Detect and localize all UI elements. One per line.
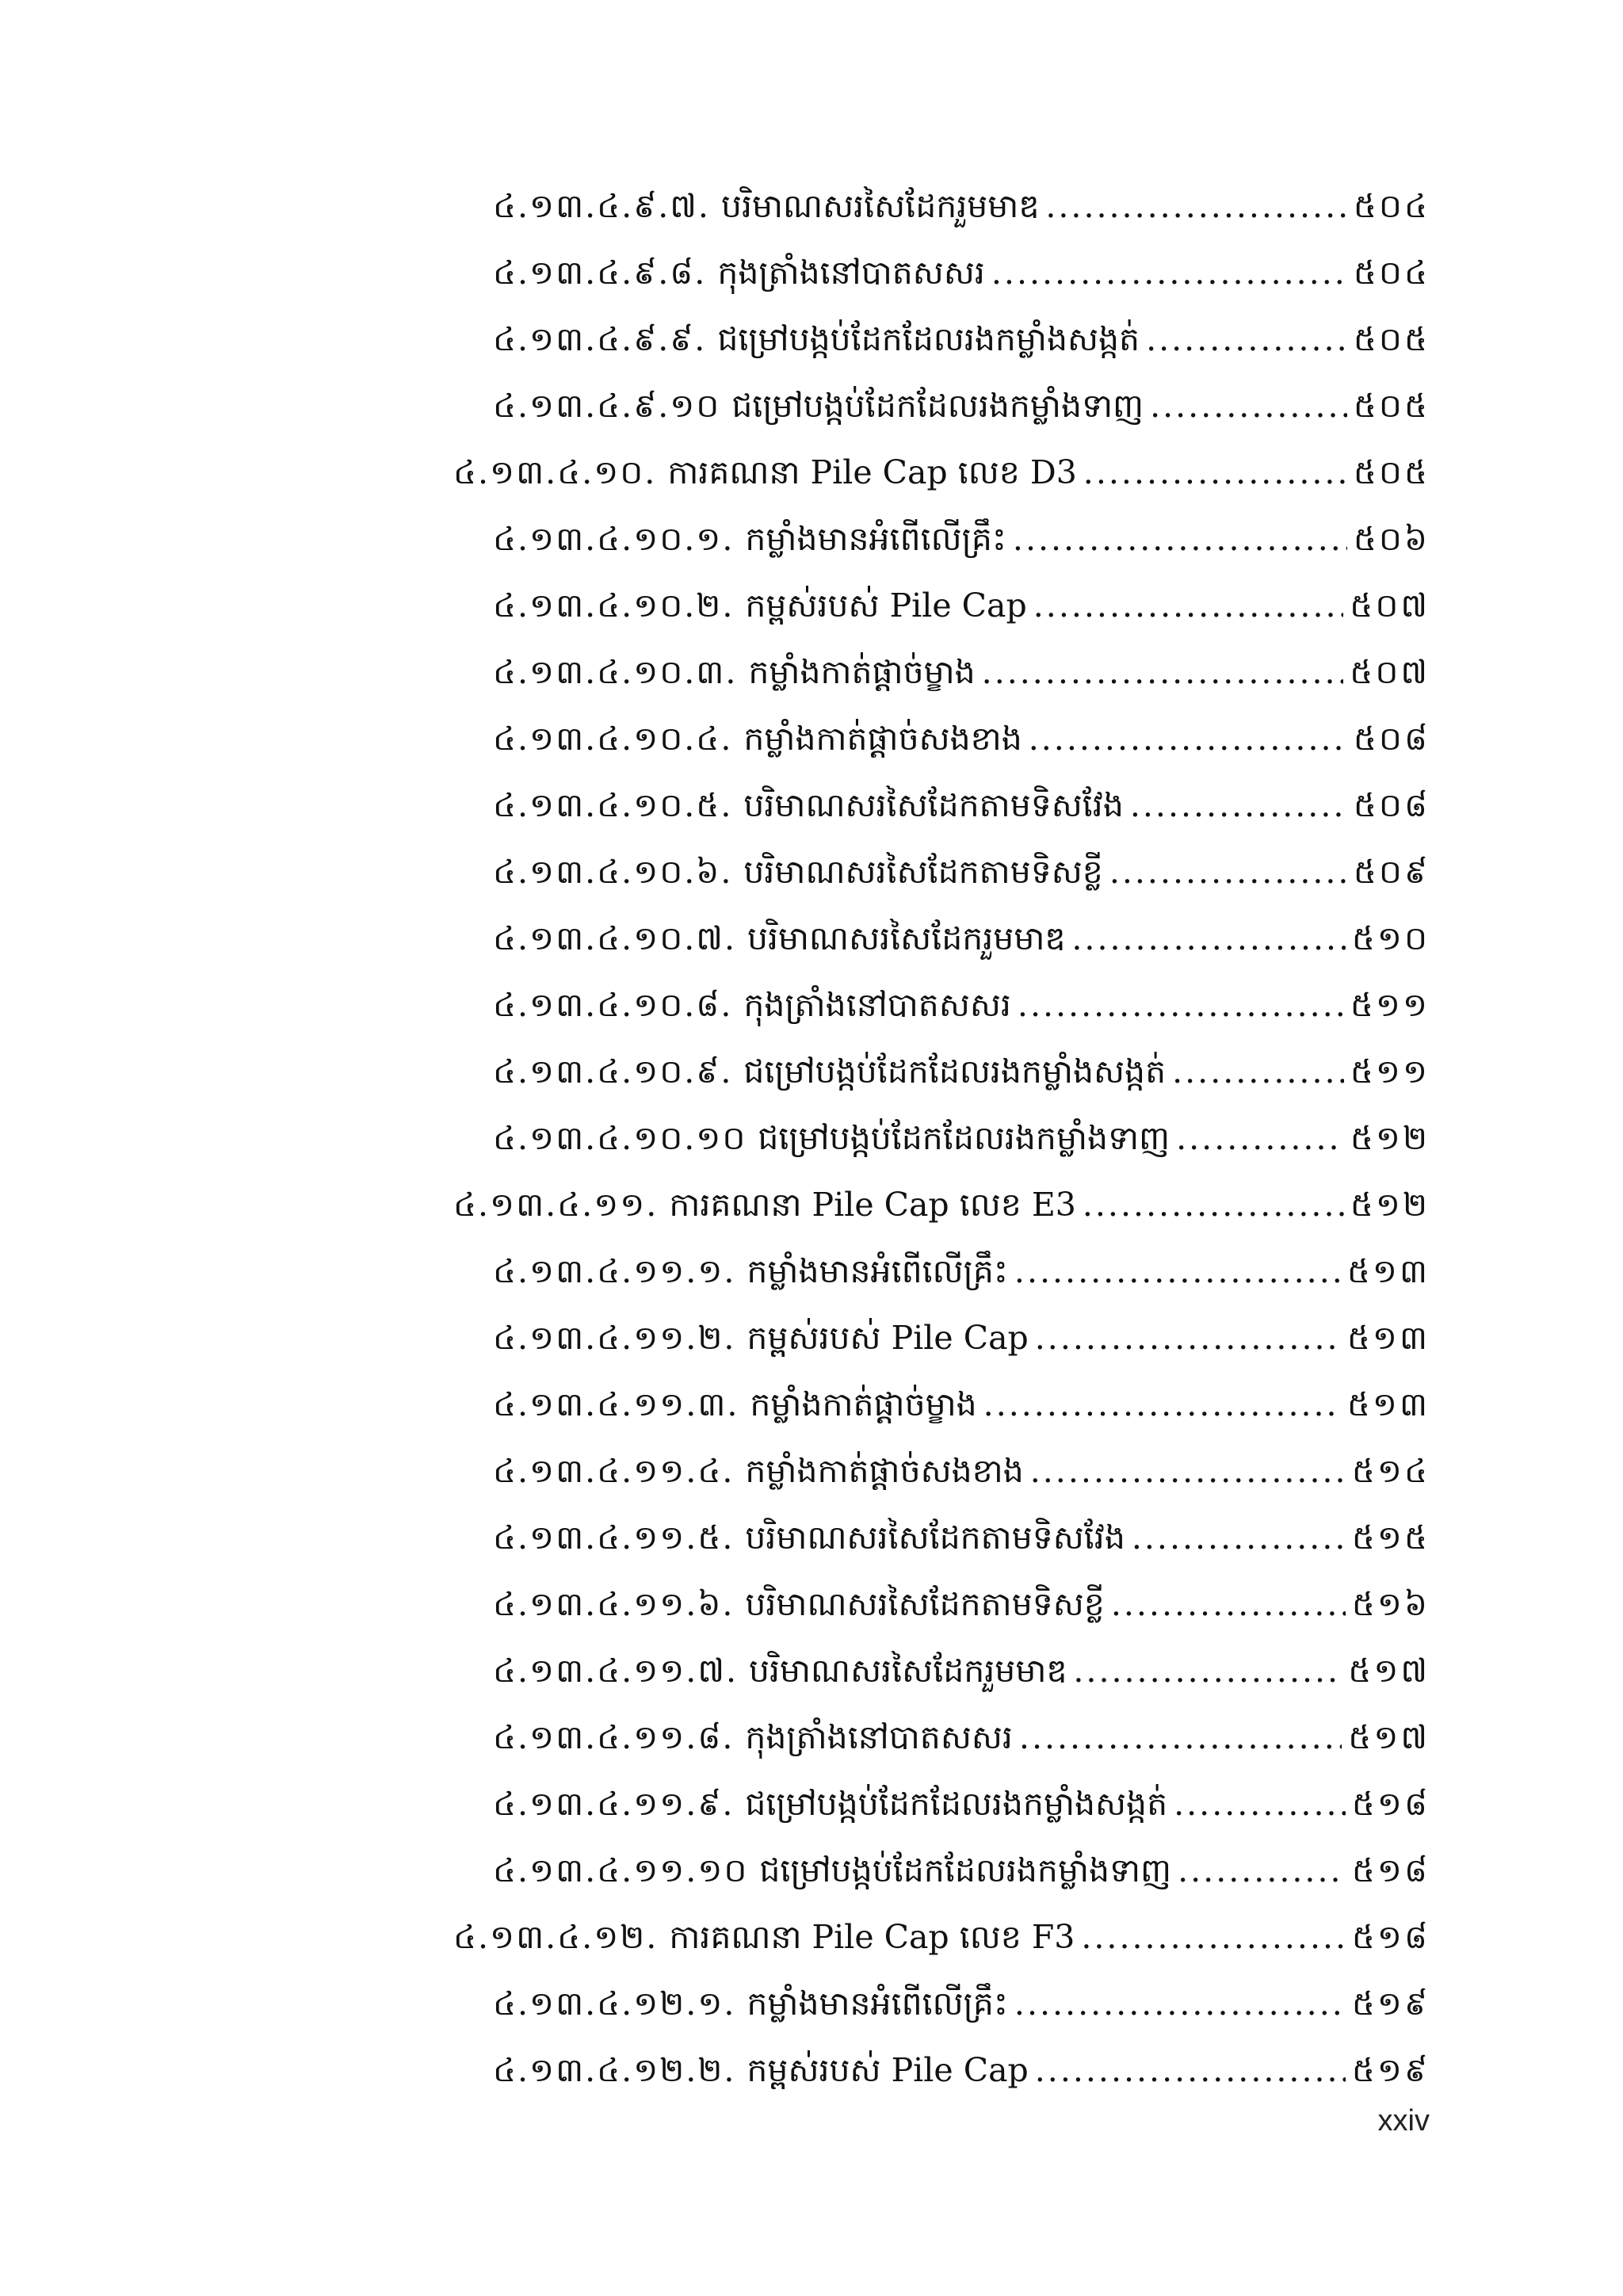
toc-entry-number: ៤.១៣.៤.១២.១. <box>493 1985 736 2023</box>
toc-dot-leader <box>1172 1038 1344 1105</box>
toc-entry-number: ៤.១៣.៤.១១.៨. <box>493 1718 735 1756</box>
toc-entry[interactable] <box>493 1837 1430 1904</box>
toc-entry-title: ជម្រៅបង្កប់ដែកដែលរងកម្លាំងទាញ <box>758 1119 1170 1157</box>
toc-entry-title: កុងត្រាំងនៅបាតសសរ <box>717 254 985 292</box>
toc-entry-title: កម្លាំងកាត់ផ្តាច់សងខាង <box>745 1452 1024 1490</box>
toc-entry[interactable] <box>493 1038 1430 1105</box>
toc-entry[interactable] <box>493 506 1430 572</box>
toc-entry[interactable] <box>493 1704 1430 1771</box>
toc-entry-number: ៤.១៣.៤.១១.៦. <box>493 1585 735 1623</box>
toc-entry[interactable] <box>493 1438 1430 1504</box>
toc-entry-page: ៥១៣ <box>1346 1252 1430 1290</box>
toc-entry[interactable] <box>493 2037 1430 2103</box>
toc-entry-page: ៥១១ <box>1350 986 1430 1024</box>
toc-entry-number: ៤.១៣.៤.១១.២. <box>493 1319 736 1357</box>
toc-entry-number: ៤.១៣.៤.១០. <box>453 453 657 491</box>
toc-entry-number: ៤.១៣.៤.១១.១. <box>493 1252 736 1290</box>
toc-dot-leader <box>1018 972 1344 1038</box>
toc-entry-page: ៥០៤ <box>1353 187 1430 225</box>
toc-dot-leader <box>1073 1637 1342 1704</box>
toc-entry[interactable] <box>453 1171 1430 1238</box>
toc-entry-title: កម្លាំងមានអំពើលើគ្រឹះ <box>747 1252 1008 1290</box>
toc-dot-leader <box>1130 772 1347 839</box>
toc-dot-leader <box>982 639 1344 705</box>
toc-entry[interactable] <box>493 705 1430 772</box>
toc-entry-number: ៤.១៣.៤.១១.៣. <box>493 1385 739 1423</box>
toc-entry-page: ៥០៧ <box>1350 653 1430 691</box>
toc-dot-leader <box>1014 1970 1346 2037</box>
toc-entry-number: ៤.១៣.៤.៩.១០ <box>493 387 721 425</box>
toc-entry-number: ៤.១៣.៤.១០.៤. <box>493 720 733 758</box>
toc-entry-page: ៥១៧ <box>1348 1718 1430 1756</box>
toc-dot-leader <box>1071 905 1346 972</box>
toc-dot-leader <box>1176 1105 1344 1171</box>
toc-entry-title: បរិមាណសរសៃដែកតាមទិសខ្លី <box>743 853 1103 891</box>
toc-entry-number: ៤.១៣.៤.១១.៥. <box>493 1519 735 1557</box>
toc-entry[interactable] <box>453 1904 1430 1970</box>
toc-entry-title: កម្លាំងមានអំពើលើគ្រឹះ <box>747 1985 1008 2023</box>
toc-dot-leader <box>1083 1171 1344 1238</box>
toc-entry[interactable] <box>493 1371 1430 1438</box>
toc-dot-leader <box>1132 1504 1346 1571</box>
toc-entry-page: ៥០៥ <box>1353 320 1430 358</box>
toc-entry[interactable] <box>493 1105 1430 1171</box>
toc-entry-number: ៤.១៣.៤.៩.៩. <box>493 320 707 358</box>
toc-entry[interactable] <box>493 1771 1430 1837</box>
toc-entry-number: ៤.១៣.៤.១២.២. <box>493 2051 736 2089</box>
toc-entry-page: ៥១៩ <box>1351 1985 1430 2023</box>
toc-entry-page: ៥១៨ <box>1351 1918 1430 1956</box>
toc-entry-number: ៤.១៣.៤.១០.៣. <box>493 653 738 691</box>
toc-entry-page: ៥១៨ <box>1351 1785 1430 1823</box>
toc-entry-page: ៥១៥ <box>1351 1519 1430 1557</box>
toc-entry-title: ការគណនា Pile Cap លេខ D3 <box>667 453 1077 491</box>
toc-entry[interactable] <box>493 1504 1430 1571</box>
toc-entry-title: បរិមាណសរសៃដែករួមមាឌ <box>720 187 1040 225</box>
toc-entry-title: កម្ពស់របស់ Pile Cap <box>747 2051 1029 2089</box>
toc-entry-number: ៤.១៣.៤.១១.១០ <box>493 1851 749 1889</box>
toc-entry[interactable] <box>493 1970 1430 2037</box>
toc-entry-title: ជម្រៅបង្កប់ដែកដែលរងកម្លាំងទាញ <box>731 387 1144 425</box>
toc-entry-page: ៥០៥ <box>1353 387 1430 425</box>
toc-entry-page: ៥០៨ <box>1353 720 1430 758</box>
toc-entry[interactable] <box>493 239 1430 306</box>
toc-entry-title: កម្លាំងកាត់ផ្តាច់សងខាង <box>743 720 1022 758</box>
toc-dot-leader <box>1150 372 1347 439</box>
toc-dot-leader <box>1045 173 1347 239</box>
toc-entry-title: កម្លាំងកាត់ផ្តាច់ម្ខាង <box>750 1385 977 1423</box>
toc-dot-leader <box>1035 1305 1341 1371</box>
toc-entry-title: បរិមាណសរសៃដែកតាមទិសវែង <box>745 1519 1125 1557</box>
page-number: xxiv <box>1377 2104 1430 2137</box>
toc-entry-number: ៤.១៣.៤.៩.៧. <box>493 187 710 225</box>
toc-entry[interactable] <box>493 1637 1430 1704</box>
toc-entry-title: ការគណនា Pile Cap លេខ E3 <box>669 1186 1076 1224</box>
toc-entry-title: បរិមាណសរសៃដែកតាមទិសវែង <box>743 786 1124 824</box>
toc-dot-leader <box>1029 705 1347 772</box>
toc-dot-leader <box>1178 1837 1346 1904</box>
toc-entry-page: ៥១៧ <box>1348 1652 1430 1690</box>
toc-entry[interactable] <box>493 1571 1430 1637</box>
toc-entry-number: ៤.១៣.៤.១០.១. <box>493 520 735 558</box>
toc-entry[interactable] <box>453 439 1430 506</box>
toc-entry-page: ៥១២ <box>1350 1186 1430 1224</box>
toc-entry-number: ៤.១៣.៤.១០.៦. <box>493 853 733 891</box>
toc-dot-leader <box>1111 1571 1346 1637</box>
toc-entry-page: ៥១២ <box>1350 1119 1430 1157</box>
toc-entry-title: ជម្រៅបង្កប់ដែកដែលរងកម្លាំងសង្កត់ <box>717 320 1140 358</box>
toc-dot-leader <box>983 1371 1341 1438</box>
toc-dot-leader <box>1033 572 1344 639</box>
toc-entry-number: ៤.១៣.៤.១០.១០ <box>493 1119 747 1157</box>
toc-dot-leader <box>1014 1238 1341 1305</box>
toc-entry-number: ៤.១៣.៤.១១.៩. <box>493 1785 735 1823</box>
toc-entry-number: ៤.១៣.៤.៩.៨. <box>493 254 707 292</box>
toc-entry-number: ៤.១៣.៤.១១.៤. <box>493 1452 735 1490</box>
toc-entry-number: ៤.១៣.៤.១០.៩. <box>493 1052 733 1091</box>
toc-dot-leader <box>991 239 1347 306</box>
toc-entry-page: ៥១៨ <box>1351 1851 1430 1889</box>
toc-entry-title: បរិមាណសរសៃដែកតាមទិសខ្លី <box>745 1585 1105 1623</box>
toc-entry-page: ៥១០ <box>1351 919 1430 957</box>
toc-entry-title: បរិមាណសរសៃដែករួមមាឌ <box>747 919 1066 957</box>
toc-entry-title: ជម្រៅបង្កប់ដែកដែលរងកម្លាំងសង្កត់ <box>743 1052 1167 1091</box>
toc-entry-title: កុងត្រាំងនៅបាតសសរ <box>745 1718 1013 1756</box>
toc-entry-title: ជម្រៅបង្កប់ដែកដែលរងកម្លាំងសង្កត់ <box>745 1785 1168 1823</box>
toc-entry-number: ៤.១៣.៤.១១.៧. <box>493 1652 738 1690</box>
toc-entry[interactable] <box>493 572 1430 639</box>
toc-entry-number: ៤.១៣.៤.១០.៧. <box>493 919 736 957</box>
toc-entry-number: ៤.១៣.៤.១០.២. <box>493 586 735 625</box>
toc-entry-title: កម្លាំងមានអំពើលើគ្រឹះ <box>745 520 1006 558</box>
toc-dot-leader <box>1019 1704 1342 1771</box>
toc-entry-number: ៤.១៣.៤.១០.៨. <box>493 986 733 1024</box>
toc-entry[interactable] <box>493 839 1430 905</box>
toc-entry-number: ៤.១៣.៤.១២. <box>453 1918 659 1956</box>
toc-entry-number: ៤.១៣.៤.១១. <box>453 1186 659 1224</box>
toc-entry-page: ៥០៤ <box>1353 254 1430 292</box>
toc-dot-leader <box>1081 1904 1346 1970</box>
toc-entry-page: ៥១៤ <box>1351 1452 1430 1490</box>
toc-entry-page: ៥១១ <box>1350 1052 1430 1091</box>
toc-entry-page: ៥១៣ <box>1346 1385 1430 1423</box>
toc-entry[interactable] <box>493 639 1430 705</box>
toc-entry-page: ៥០៩ <box>1353 853 1430 891</box>
toc-entry[interactable] <box>493 1238 1430 1305</box>
toc-entry-title: កម្ពស់របស់ Pile Cap <box>745 586 1027 625</box>
toc-entry[interactable] <box>493 772 1430 839</box>
toc-dot-leader <box>1035 2037 1346 2103</box>
toc-entry[interactable] <box>493 372 1430 439</box>
toc-dot-leader <box>1013 506 1347 572</box>
toc-dot-leader <box>1030 1438 1346 1504</box>
toc-dot-leader <box>1083 439 1347 506</box>
toc-dot-leader <box>1146 306 1347 372</box>
toc-entry[interactable] <box>493 1305 1430 1371</box>
toc-entry-title: កម្លាំងកាត់ផ្តាច់ម្ខាង <box>748 653 976 691</box>
toc-entry-page: ៥១៩ <box>1351 2051 1430 2089</box>
toc-entry-page: ៥០៦ <box>1353 520 1430 558</box>
toc-entry[interactable] <box>493 173 1430 239</box>
toc-entry[interactable] <box>493 905 1430 972</box>
toc-entry-page: ៥០៧ <box>1350 586 1430 625</box>
toc-entry-title: ជម្រៅបង្កប់ដែកដែលរងកម្លាំងទាញ <box>759 1851 1172 1889</box>
toc-dot-leader <box>1109 839 1347 905</box>
toc-entry-page: ៥០៥ <box>1353 453 1430 491</box>
toc-entry-title: ការគណនា Pile Cap លេខ F3 <box>669 1918 1075 1956</box>
toc-entry-page: ៥០៨ <box>1353 786 1430 824</box>
toc-entry[interactable] <box>493 972 1430 1038</box>
toc-entry-number: ៤.១៣.៤.១០.៥. <box>493 786 733 824</box>
toc-entry-title: កុងត្រាំងនៅបាតសសរ <box>743 986 1011 1024</box>
toc-entry-page: ៥១៣ <box>1346 1319 1430 1357</box>
toc-entry-title: កម្ពស់របស់ Pile Cap <box>747 1319 1029 1357</box>
toc-entry-title: បរិមាណសរសៃដែករួមមាឌ <box>748 1652 1067 1690</box>
toc-entry[interactable] <box>493 306 1430 372</box>
toc-dot-leader <box>1174 1771 1346 1837</box>
toc-entry-page: ៥១៦ <box>1351 1585 1430 1623</box>
